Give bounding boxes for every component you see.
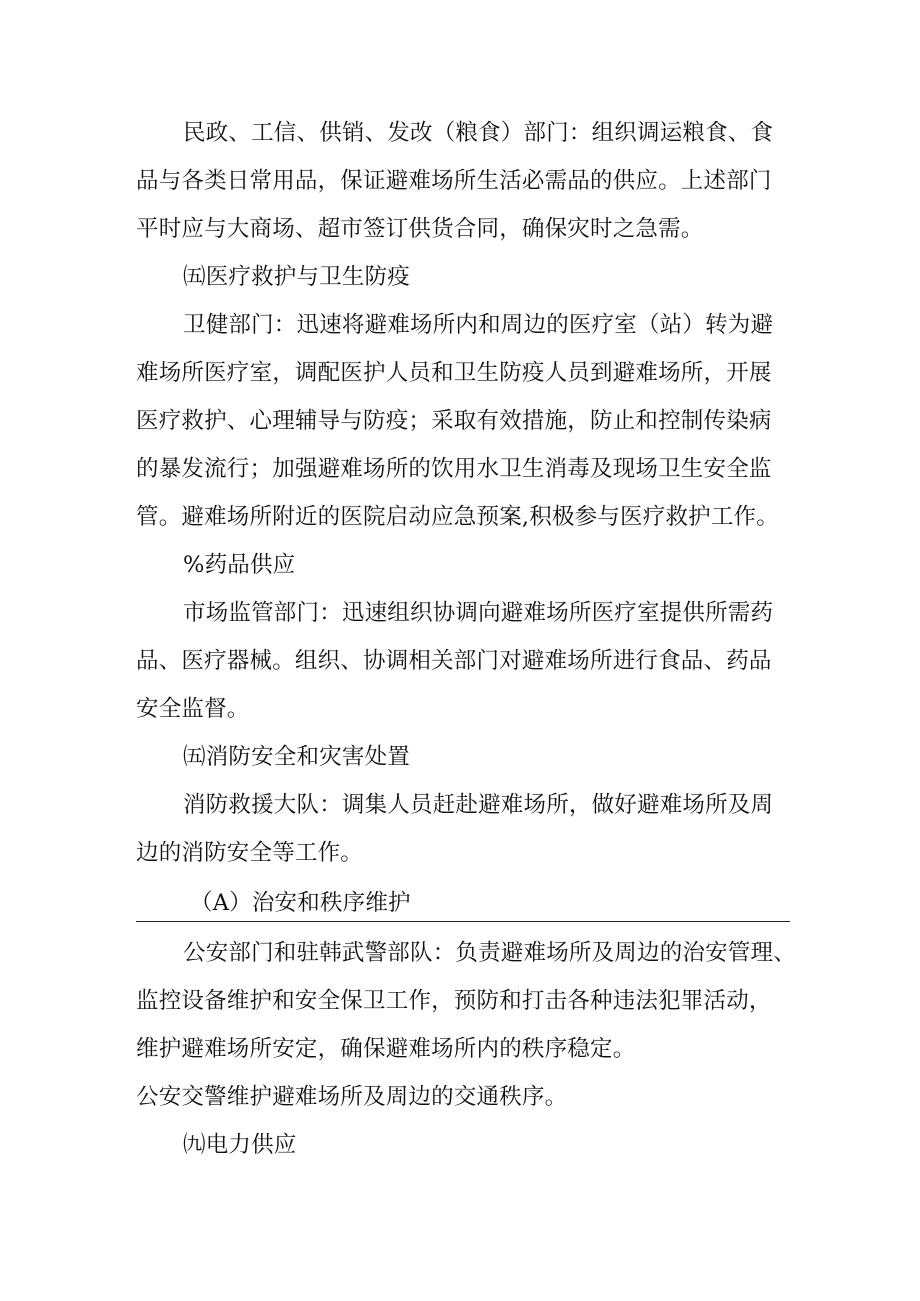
paragraph-line: 平时应与大商场、超市签订供货合同，确保灾时之急需。 [136,216,704,242]
paragraph-line: 难场所医疗室，调配医护人员和卫生防疫人员到避难场所，开展 [136,360,772,386]
paragraph-line: 市场监管部门：迅速组织协调向避难场所医疗室提供所需药 [183,600,774,626]
paragraph-line: 品、医疗器械。组织、协调相关部门对避难场所进行食品、药品 [136,648,772,674]
paragraph-line: 维护避难场所安定，确保避难场所内的秩序稳定。 [136,1036,636,1062]
paragraph-line: 管。避难场所附近的医院启动应急预案,积极参与医疗救护工作。 [136,504,779,530]
paragraph-line: 公安部门和驻韩武警部队：负责避难场所及周边的治安管理、 [183,940,796,966]
paragraph-line: 消防救援大队：调集人员赶赴避难场所，做好避难场所及周 [183,792,774,818]
paragraph-line: 公安交警维护避难场所及周边的交通秩序。 [136,1084,568,1110]
section-heading: ㈤医疗救护与卫生防疫 [183,264,411,290]
paragraph-line: 的暴发流行；加强避难场所的饮用水卫生消毒及现场卫生安全监 [136,456,772,482]
paragraph-line: 医疗救护、心理辅导与防疫；采取有效措施，防止和控制传染病 [136,408,772,434]
paragraph-line: 安全监督。 [136,696,250,722]
paragraph-line: 边的消防安全等工作。 [136,840,364,866]
section-heading: （A）治安和秩序维护 [190,890,411,916]
paragraph-line: 监控设备维护和安全保卫工作，预防和打击各种违法犯罪活动， [136,988,772,1014]
paragraph-line: 民政、工信、供销、发改（粮食）部门：组织调运粮食、食 [183,120,774,146]
section-heading: %药品供应 [183,552,296,578]
paragraph-line: 品与各类日常用品，保证避难场所生活必需品的供应。上述部门 [136,168,772,194]
section-heading: ㈤消防安全和灾害处置 [183,744,411,770]
horizontal-rule [136,921,790,922]
section-heading: ㈨电力供应 [183,1132,297,1158]
paragraph-line: 卫健部门：迅速将避难场所内和周边的医疗室（站）转为避 [183,312,774,338]
